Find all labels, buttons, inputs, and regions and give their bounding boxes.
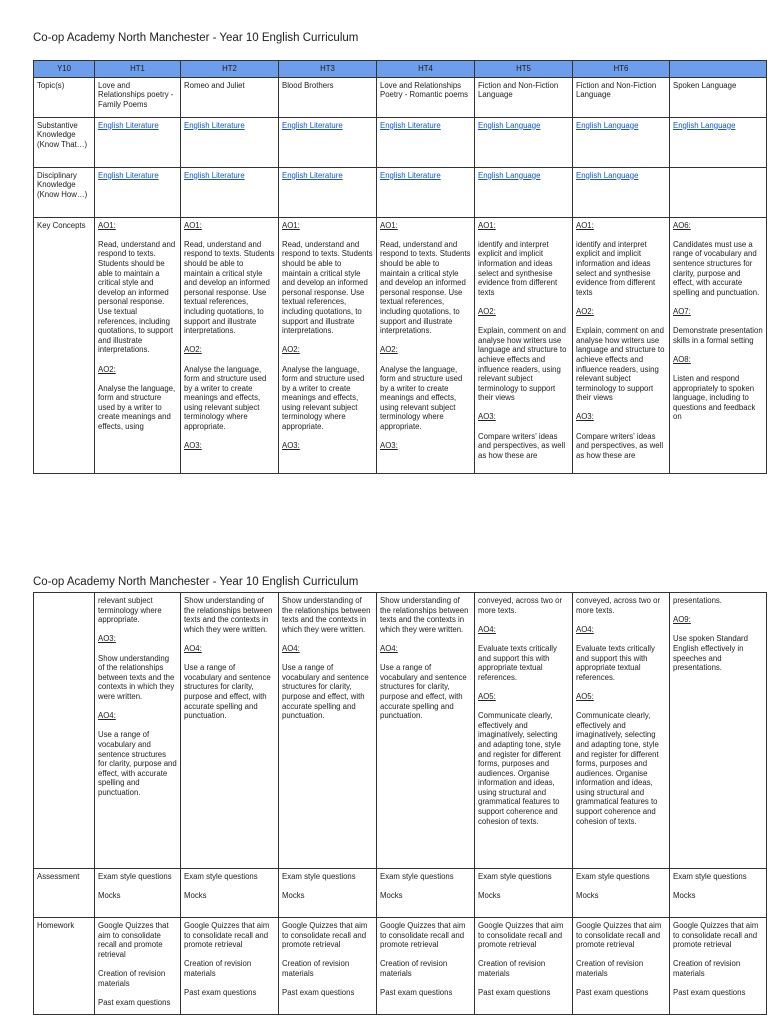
- ao-text: Communicate clearly, effectively and imaginatively, selecting and adapting tone, style and register for different forms, purposes and audiences. Organise information and ideas, using structural and grammatical features to support coherence and cohesion of texts.: [576, 711, 659, 826]
- subject-link[interactable]: English Language: [576, 120, 639, 130]
- ao-heading: AO2:: [98, 364, 116, 374]
- row-label-topics: Topic(s): [34, 77, 95, 117]
- assessment-cell: [181, 869, 279, 918]
- header-y10: Y10: [34, 61, 95, 78]
- ao-heading: AO2:: [478, 306, 496, 316]
- homework-text: Google Quizzes that aim to consolidate recall and promote retrieval: [576, 921, 662, 950]
- topic-cell: Fiction and Non-Fiction Language: [573, 77, 670, 117]
- key-concepts-cell: [377, 593, 475, 869]
- topic-cell: Blood Brothers: [279, 77, 377, 117]
- ao-text: conveyed, across two or more texts.: [576, 596, 661, 615]
- ao-text: Read, understand and respond to texts. Students should be able to maintain a critical style and develop an informed personal response. Use textual references, including quotations, to support and illustrate interpretations.: [184, 239, 275, 336]
- homework-text: Google Quizzes that aim to consolidate recall and promote retrieval: [380, 921, 466, 950]
- assessment-text: Exam style questions: [576, 872, 650, 881]
- row-label-homework: Homework: [34, 918, 95, 1015]
- homework-text: Google Quizzes that aim to consolidate recall and promote retrieval: [478, 921, 564, 950]
- ao-text: Show understanding of the relationships between texts and the contexts in which they were written.: [184, 596, 273, 634]
- ao-heading: AO4:: [184, 643, 202, 653]
- ao-text: Listen and respond appropriately to spoken language, including to questions and feedback on: [673, 374, 756, 422]
- assessment-text: Mocks: [576, 891, 599, 901]
- ao-text: Communicate clearly, effectively and imaginatively, selecting and adapting tone, style and register for different forms, purposes and audiences. Organise information and ideas, using structural and grammatical features to support coherence and cohesion of texts.: [478, 711, 561, 826]
- topic-cell: Love and Relationships Poetry - Romantic poems: [377, 77, 475, 117]
- ao-text: Analyse the language, form and structure used by a writer to create meanings and effects, using relevant subject terminology where appropriate.: [184, 364, 267, 432]
- header-ht4: HT4: [377, 61, 475, 78]
- homework-text: Past exam questions: [282, 988, 355, 998]
- ao-heading: AO4:: [282, 643, 300, 653]
- empty-label-cell: [34, 593, 95, 869]
- subject-link[interactable]: English Language: [478, 120, 541, 130]
- assessment-text: Exam style questions: [282, 872, 356, 881]
- ao-text: relevant subject terminology where appropriate.: [98, 596, 162, 625]
- subject-link[interactable]: English Literature: [380, 170, 441, 180]
- ao-text: identify and interpret explicit and implicit information and ideas select and synthesise evidence from different texts: [478, 239, 558, 297]
- assessment-cell: [475, 869, 573, 918]
- key-concepts-cell: [181, 593, 279, 869]
- homework-text: Google Quizzes that aim to consolidate recall and promote retrieval: [184, 921, 270, 950]
- assessment-text: Exam style questions: [380, 872, 454, 881]
- ao-heading: AO2:: [282, 345, 300, 355]
- ao-text: Read, understand and respond to texts. Students should be able to maintain a critical style and develop an informed personal response. Use textual references, including quotations, to support and illustrate interpretations.: [98, 239, 176, 355]
- assessment-text: Mocks: [98, 891, 121, 901]
- ao-text: Evaluate texts critically and support this with appropriate textual references.: [478, 643, 557, 682]
- key-concepts-cell: [670, 593, 767, 869]
- ao-heading: AO3:: [98, 634, 116, 644]
- ao-text: conveyed, across two or more texts.: [478, 596, 563, 615]
- ao-heading: AO1:: [98, 220, 116, 230]
- ao-heading: AO1:: [282, 220, 300, 230]
- key-concepts-cell: [95, 593, 181, 869]
- homework-text: Creation of revision materials: [673, 959, 741, 978]
- subject-link[interactable]: English Language: [673, 120, 736, 130]
- topics-row: [34, 77, 767, 117]
- ao-heading: AO3:: [282, 441, 300, 451]
- homework-text: Creation of revision materials: [184, 959, 252, 978]
- subject-link[interactable]: English Literature: [98, 170, 159, 180]
- homework-text: Past exam questions: [576, 988, 649, 998]
- homework-text: Past exam questions: [184, 988, 257, 998]
- assessment-cell: [377, 869, 475, 918]
- subject-link[interactable]: English Literature: [184, 120, 245, 130]
- ao-heading: AO2:: [380, 345, 398, 355]
- ao-heading: AO5:: [478, 691, 496, 701]
- homework-text: Google Quizzes that aim to consolidate recall and promote retrieval: [282, 921, 368, 950]
- ao-text: Compare writers' ideas and perspectives, as well as how these are: [478, 431, 566, 460]
- subject-link[interactable]: English Literature: [380, 120, 441, 130]
- homework-cell: [377, 918, 475, 1015]
- substantive-row: [34, 117, 767, 167]
- key-concepts-cell: [475, 593, 573, 869]
- page-title: Co-op Academy North Manchester - Year 10 English Curriculum: [33, 576, 359, 588]
- assessment-cell: [279, 869, 377, 918]
- header-ht6: HT6: [573, 61, 670, 78]
- assessment-row: [34, 869, 767, 918]
- ao-heading: AO3:: [184, 441, 202, 451]
- subject-link[interactable]: English Literature: [282, 120, 343, 130]
- ao-text: Show understanding of the relationships between texts and the contexts in which they were written.: [282, 596, 371, 634]
- topic-cell: Love and Relationships poetry - Family Poems: [95, 77, 181, 117]
- ao-heading: AO7:: [673, 306, 691, 316]
- homework-text: Creation of revision materials: [478, 959, 546, 978]
- ao-heading: AO1:: [478, 220, 496, 230]
- subject-link[interactable]: English Literature: [282, 170, 343, 180]
- key-concepts-cell: [181, 217, 279, 473]
- ao-text: Compare writers' ideas and perspectives, as well as how these are: [576, 431, 664, 460]
- key-concepts-cell: [95, 217, 181, 473]
- ao-text: Read, understand and respond to texts. Students should be able to maintain a critical style and develop an informed personal response. Use textual references, including quotations, to support and illustrate interpretations.: [282, 239, 373, 336]
- ao-text: Use a range of vocabulary and sentence structures for clarity, purpose and effect, with accurate spelling and punctuation.: [380, 663, 467, 721]
- assessment-text: Exam style questions: [478, 872, 552, 881]
- subject-link[interactable]: English Language: [478, 170, 541, 180]
- empty-cell: [670, 167, 767, 217]
- homework-text: Creation of revision materials: [576, 959, 644, 978]
- ao-heading: AO6:: [673, 220, 691, 230]
- homework-cell: [670, 918, 767, 1015]
- ao-heading: AO2:: [184, 345, 202, 355]
- topic-cell: Romeo and Juliet: [181, 77, 279, 117]
- subject-link[interactable]: English Literature: [98, 120, 159, 130]
- subject-link[interactable]: English Language: [576, 170, 639, 180]
- homework-cell: [475, 918, 573, 1015]
- header-row: [34, 61, 767, 78]
- homework-text: Past exam questions: [380, 988, 453, 998]
- ao-text: Candidates must use a range of vocabulary and sentence structures for clarity, purpose and effect, with accurate spelling and punctuation.: [673, 239, 760, 297]
- key-concepts-cell: [573, 217, 670, 473]
- row-label-disciplinary: Disciplinary Knowledge (Know How…): [34, 167, 95, 217]
- homework-text: Google Quizzes that aim to consolidate recall and promote retrieval: [98, 921, 169, 959]
- key-concepts-row: [34, 217, 767, 473]
- header-ht2: HT2: [181, 61, 279, 78]
- key-concepts-cell: [670, 217, 767, 473]
- assessment-text: Mocks: [184, 891, 207, 901]
- assessment-cell: [573, 869, 670, 918]
- homework-text: Past exam questions: [478, 988, 551, 998]
- ao-text: Analyse the language, form and structure used by a writer to create meanings and effects, using: [98, 383, 176, 432]
- ao-text: Use a range of vocabulary and sentence structures for clarity, purpose and effect, with accurate spelling and punctuation.: [282, 663, 369, 721]
- header-ht5: HT5: [475, 61, 573, 78]
- ao-heading: AO5:: [576, 691, 594, 701]
- key-concepts-cell: [377, 217, 475, 473]
- ao-heading: AO3:: [380, 441, 398, 451]
- ao-heading: AO2:: [576, 306, 594, 316]
- ao-heading: AO1:: [576, 220, 594, 230]
- key-concepts-row-continued: [34, 593, 767, 869]
- topic-cell: Fiction and Non-Fiction Language: [475, 77, 573, 117]
- key-concepts-cell: [279, 217, 377, 473]
- ao-heading: AO4:: [380, 643, 398, 653]
- subject-link[interactable]: English Literature: [184, 170, 245, 180]
- ao-text: Read, understand and respond to texts. Students should be able to maintain a critical style and develop an informed personal response. Use textual references, including quotations, to support and illustrate interpretations.: [380, 239, 471, 336]
- ao-text: identify and interpret explicit and implicit information and ideas select and synthesise evidence from different texts: [576, 239, 656, 297]
- header-blank: [670, 61, 767, 78]
- ao-text: Explain, comment on and analyse how writers use language and structure to achieve effects and influence readers, using relevant subject terminology to support their views: [478, 326, 567, 403]
- ao-text: Evaluate texts critically and support this with appropriate textual references.: [576, 643, 655, 682]
- ao-text: Use a range of vocabulary and sentence structures for clarity, purpose and effect, with accurate spelling and punctuation.: [98, 730, 177, 797]
- assessment-text: Mocks: [380, 891, 403, 901]
- homework-cell: [279, 918, 377, 1015]
- ao-text: presentations.: [673, 596, 722, 605]
- homework-text: Past exam questions: [673, 988, 746, 998]
- ao-heading: AO3:: [478, 412, 496, 422]
- assessment-text: Mocks: [282, 891, 305, 901]
- disciplinary-row: [34, 167, 767, 217]
- assessment-text: Exam style questions: [184, 872, 258, 881]
- ao-text: Analyse the language, form and structure used by a writer to create meanings and effects, using relevant subject terminology where appropriate.: [282, 364, 365, 432]
- key-concepts-cell: [475, 217, 573, 473]
- assessment-text: Mocks: [478, 891, 501, 901]
- homework-text: Past exam questions: [98, 997, 171, 1007]
- ao-text: Show understanding of the relationships between texts and the contexts in which they were written.: [380, 596, 469, 634]
- ao-text: Use spoken Standard English effectively in speeches and presentations.: [673, 634, 748, 673]
- homework-cell: [181, 918, 279, 1015]
- ao-heading: AO4:: [576, 624, 594, 634]
- homework-row: [34, 918, 767, 1015]
- homework-cell: [95, 918, 181, 1015]
- ao-heading: AO3:: [576, 412, 594, 422]
- ao-heading: AO4:: [478, 624, 496, 634]
- ao-text: Explain, comment on and analyse how writers use language and structure to achieve effects and influence readers, using relevant subject terminology to support their views: [576, 326, 665, 403]
- topic-cell: Spoken Language: [670, 77, 767, 117]
- homework-text: Creation of revision materials: [282, 959, 350, 978]
- row-label-substantive: Substantive Knowledge (Know That…): [34, 117, 95, 167]
- ao-heading: AO8:: [673, 354, 691, 364]
- key-concepts-cell: [279, 593, 377, 869]
- ao-text: Analyse the language, form and structure used by a writer to create meanings and effects, using relevant subject terminology where appropriate.: [380, 364, 463, 432]
- homework-text: Google Quizzes that aim to consolidate recall and promote retrieval: [673, 921, 759, 950]
- row-label-key-concepts: Key Concepts: [34, 217, 95, 473]
- ao-text: Use a range of vocabulary and sentence structures for clarity, purpose and effect, with accurate spelling and punctuation.: [184, 663, 271, 721]
- page-title: Co-op Academy North Manchester - Year 10 English Curriculum: [33, 32, 359, 44]
- header-ht1: HT1: [95, 61, 181, 78]
- assessment-text: Exam style questions: [673, 872, 747, 881]
- assessment-text: Mocks: [673, 891, 696, 901]
- ao-text: Show understanding of the relationships between texts and the contexts in which they were written.: [98, 653, 175, 701]
- ao-heading: AO4:: [98, 711, 116, 721]
- header-ht3: HT3: [279, 61, 377, 78]
- assessment-text: Exam style questions: [98, 872, 172, 881]
- row-label-assessment: Assessment: [34, 869, 95, 918]
- homework-text: Creation of revision materials: [380, 959, 448, 978]
- ao-heading: AO1:: [184, 220, 202, 230]
- homework-text: Creation of revision materials: [98, 968, 166, 988]
- assessment-cell: [95, 869, 181, 918]
- ao-heading: AO1:: [380, 220, 398, 230]
- homework-cell: [573, 918, 670, 1015]
- key-concepts-cell: [573, 593, 670, 869]
- curriculum-table-continued: [33, 592, 767, 1015]
- curriculum-table: [33, 60, 767, 474]
- ao-text: Demonstrate presentation skills in a formal setting: [673, 326, 763, 345]
- assessment-cell: [670, 869, 767, 918]
- ao-heading: AO9:: [673, 615, 691, 625]
